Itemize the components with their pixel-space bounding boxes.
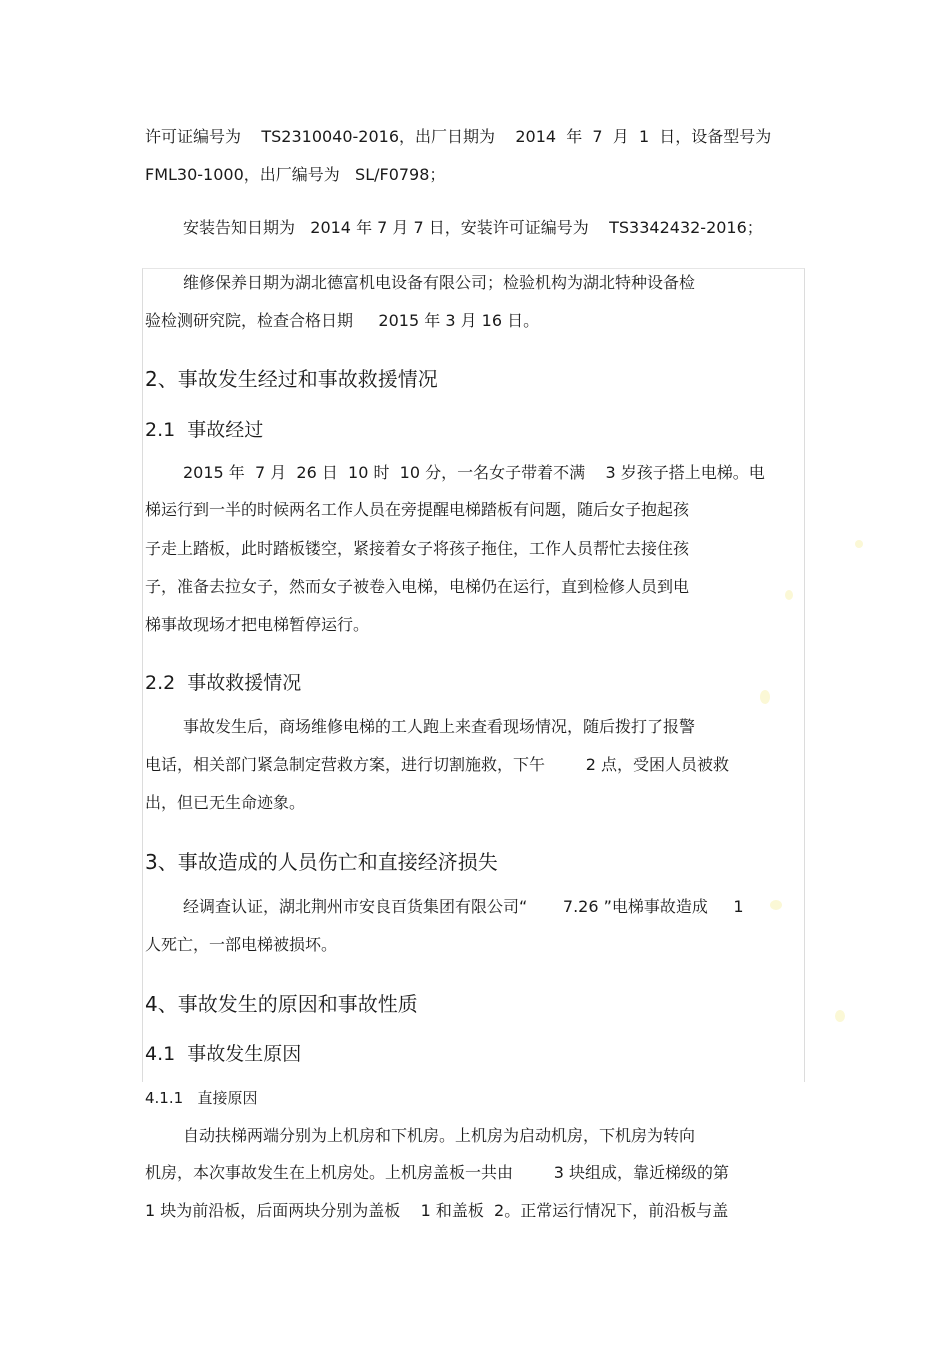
text-line: FML30-1000，出厂编号为 SL/F0798；	[145, 165, 446, 184]
scan-speck	[855, 540, 863, 548]
scan-speck	[760, 690, 770, 704]
text-line: 子走上踏板，此时踏板镂空，紧接着女子将孩子拖住，工作人员帮忙去接住孩	[145, 539, 690, 558]
subsection-heading: 2.1 事故经过	[145, 419, 264, 441]
text-line: 验检测研究院，检查合格日期 2015 年 3 月 16 日。	[145, 311, 540, 330]
text-line: 经调查认证，湖北荆州市安良百货集团有限公司“ 7.26 ”电梯事故造成 1	[183, 897, 744, 916]
scan-speck	[835, 1010, 845, 1022]
text-line: 2015 年 7 月 26 日 10 时 10 分，一名女子带着不满 3 岁孩子搭上电梯。电	[183, 463, 765, 482]
text-line: 事故发生后，商场维修电梯的工人跑上来查看现场情况，随后拨打了报警	[183, 717, 696, 736]
subsection-heading: 4.1 事故发生原因	[145, 1043, 302, 1065]
scan-speck	[770, 900, 782, 910]
text-line: 维修保养日期为湖北德富机电设备有限公司；检验机构为湖北特种设备检	[183, 273, 696, 292]
text-line: 许可证编号为 TS2310040-2016，出厂日期为 2014 年 7 月 1 日，设备型号为	[145, 127, 772, 146]
subsubsection-heading: 4.1.1 直接原因	[145, 1089, 258, 1107]
subsection-heading: 2.2 事故救援情况	[145, 672, 302, 694]
text-line: 梯事故现场才把电梯暂停运行。	[145, 615, 370, 634]
text-line: 子，准备去拉女子，然而女子被卷入电梯，电梯仍在运行，直到检修人员到电	[145, 577, 690, 596]
scan-speck	[785, 590, 793, 600]
section-heading: 3、事故造成的人员伤亡和直接经济损失	[145, 850, 498, 874]
text-line: 出，但已无生命迹象。	[145, 793, 306, 812]
text-line: 机房，本次事故发生在上机房处。上机房盖板一共由 3 块组成，靠近梯级的第	[145, 1163, 729, 1182]
section-heading: 4、事故发生的原因和事故性质	[145, 992, 418, 1016]
text-line: 梯运行到一半的时候两名工作人员在旁提醒电梯踏板有问题，随后女子抱起孩	[145, 500, 690, 519]
text-line: 电话，相关部门紧急制定营救方案，进行切割施救，下午 2 点，受困人员被救	[145, 755, 729, 774]
text-line: 安装告知日期为 2014 年 7 月 7 日，安装许可证编号为 TS3342432-2016；	[183, 218, 763, 237]
text-line: 人死亡，一部电梯被损坏。	[145, 935, 338, 954]
text-line: 1 块为前沿板，后面两块分别为盖板 1 和盖板 2。正常运行情况下，前沿板与盖	[145, 1201, 729, 1220]
text-line: 自动扶梯两端分别为上机房和下机房。上机房为启动机房，下机房为转向	[183, 1126, 696, 1145]
section-heading: 2、事故发生经过和事故救援情况	[145, 367, 438, 391]
